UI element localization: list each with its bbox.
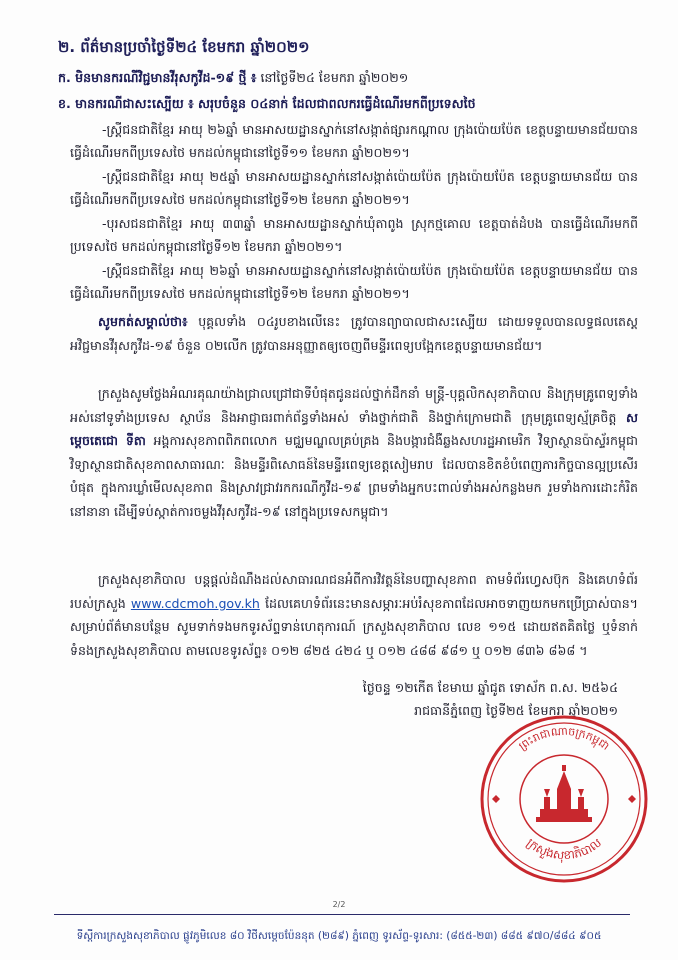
lunar-date: ថ្ងៃចន្ទ ១២កើត ខែមាឃ ឆ្នាំជូត ទោស័ក ព.ស. ២៥៦៤ (362, 680, 618, 695)
footer-address: ទីស្តីការក្រសួងសុខាភិបាល ផ្លូវភូមិលេខ ៨០ វិថីសម្ដេចប៉ែននុត (២៨៩) ភ្នំពេញ ទូរស័ព្ទ-ទូរសារ: (៨៥៥-២៣) ៨៨៥ ៩៧០/៨៨៤ ៩០៥ (76, 930, 602, 942)
footer-divider (54, 914, 630, 915)
contact-text-2: ដែលគេហទំព័រនេះមានសម្ភារៈអប់រំសុខភាពដែលអាចទាញយកមកប្រើប្រាស់បាន។ សម្រាប់ព័ត៌មានបន្ថែម សូមទាក់ទងមកទូរស័ព្ទទាន់ហេតុការណ៍ ក្រសួងសុខាភិបាល លេខ ១១៥ ដោយឥតគិតថ្លៃ ឬទំនាក់ទំនងក្រសួងសុខាភិបាល តាមលេខទូរស័ព្ទ៖ ០១២ ៨២៥ ៤២៤ ឬ ០១២ ៤៨៨ ៩៨១ ឬ ០១២ ៨៣៦ ៨៦៨ ។ (70, 595, 638, 658)
thanks-text-1: ក្រសួងសូមថ្លែងអំណរគុណយ៉ាងជ្រាលជ្រៅជាទីបំផុតជូនដល់ថ្នាក់ដឹកនាំ មន្ត្រី-បុគ្គលិកសុខាភិបាល និងក្រុមគ្រូពេទ្យទាំងអស់នៅទូទាំងប្រទេស ស្ថាប័ន និងអាជ្ញាធរពាក់ព័ន្ធទាំងអស់ ទាំងថ្នាក់ជាតិ និងថ្នាក់ក្រោមជាតិ ក្រុមគ្រូពេទ្យស្ម័គ្រចិត្ត (70, 386, 638, 425)
note-text: បុគ្គលទាំង ០៤រូបខាងលើនេះ ត្រូវបានព្យាបាលជាសះស្បើយ ដោយទទួលបានលទ្ធផលតេស្ត អវិជ្ជមានវីរុសកូវីដ-១៩ ចំនួន ០២លើក ត្រូវបានអនុញ្ញាតឲ្យចេញពីមន្ទីរពេទ្យបង្អែកខេត្តបន្ទាយមានជ័យ។ (70, 314, 638, 353)
contact-text-1: ក្រសួងសុខាភិបាល បន្តផ្ដល់ដំណឹងដល់សាធារណជនអំពីការវិវត្តន៍នៃបញ្ហាសុខភាព តាមទំព័រហ្វេសប៊ុក និងគេហទំព័ររបស់ក្រសួង (70, 572, 638, 611)
ministry-seal (478, 713, 650, 885)
page-number: 2/2 (332, 900, 346, 909)
case-text: -បុរសជនជាតិខ្មែរ អាយុ ៣៣ឆ្នាំ មានអាសយដ្ឋានស្នាក់ឃុំតាពូង ស្រុកថ្មគោល ខេត្តបាត់ដំបង បានធ្វើដំណើរមកពីប្រទេសថៃ មកដល់កម្ពុជានៅថ្ងៃទី១២ ខែមករា ឆ្នាំ២០២១។ (70, 216, 638, 254)
case-text: -ស្ត្រីជនជាតិខ្មែរ អាយុ ២៥ឆ្នាំ មានអាសយដ្ឋានស្នាក់នៅសង្កាត់ប៉ោយប៉ែត ក្រុងប៉ោយប៉ែត ខេត្តបន្ទាយមានជ័យ បានធ្វើដំណើរមកពីប្រទេសថៃ មកដល់កម្ពុជានៅថ្ងៃទី១២ ខែមករា ឆ្នាំ២០២១។ (70, 169, 638, 207)
case-item-1 (70, 118, 638, 164)
thanks-text-2: អង្គការសុខភាពពិភពលោក មជ្ឈមណ្ឌលគ្រប់គ្រង និងបង្ការជំងឺឆ្លងសហរដ្ឋអាមេរិក វិទ្យាស្ថានប៉ាស្ទ័រកម្ពុជា វិទ្យាស្ថានជាតិសុខភាពសាធារណៈ និងមន្ទីរពិសោធន៍នៃមន្ទីរពេទ្យខេត្តសៀមរាប ដែលបានខិតខំបំពេញភារកិច្ចបានល្អប្រសើរបំផុត ក្នុងការឃ្លាំមើលសុខភាព និងស្រាវជ្រាវរកករណីកូវីដ-១៩ ព្រមទាំងអ្នកបះពាល់ទាំងអស់កន្លងមក រួមទាំងការដោះកំរិតនៅនានា ដើម្បីទប់ស្កាត់ការចម្លងវីរុសកូវីដ-១៩ នៅក្នុងប្រទេសកម្ពុជា។ (70, 433, 638, 519)
section-a-text: នៅថ្ងៃទី២៤ ខែមករា ឆ្នាំ២០២១ (260, 70, 409, 85)
section-heading: ២. ព័ត៌មានប្រចាំថ្ងៃទី២៤ ខែមករា ឆ្នាំ២០២១ (58, 38, 310, 56)
case-text: -ស្ត្រីជនជាតិខ្មែរ អាយុ ២៦ឆ្នាំ មានអាសយដ្ឋានស្នាក់នៅសង្កាត់ប៉ោយប៉ែត ក្រុងប៉ោយប៉ែត ខេត្តបន្ទាយមានជ័យ បានធ្វើដំណើរមកពីប្រទេសថៃ មកដល់កម្ពុជានៅថ្ងៃទី១២ ខែមករា ឆ្នាំ២០២១។ (70, 263, 638, 301)
section-a-label: ក. មិនមានករណីវិជ្ជមានវីរុសកូវីដ-១៩ ថ្មី ៖ (58, 70, 257, 85)
case-item-3 (70, 212, 638, 258)
note-paragraph (70, 310, 638, 357)
section-b-label: ខ. មានករណីជាសះស្បើយ ៖ សរុបចំនួន ០៤នាក់ ដែលជាពលករធ្វើដំណើរមកពីប្រទេសថៃ (58, 96, 476, 111)
contact-paragraph (70, 568, 638, 662)
case-text: -ស្ត្រីជនជាតិខ្មែរ អាយុ ២៦ឆ្នាំ មានអាសយដ្ឋានស្នាក់នៅសង្កាត់ផ្សារកណ្ដាល ក្រុងប៉ោយប៉ែត ខេត្តបន្ទាយមានជ័យបានធ្វើដំណើរមកពីប្រទេសថៃ មកដល់កម្ពុជានៅថ្ងៃទី១១ ខែមករា ឆ្នាំ២០២១។ (70, 122, 638, 160)
seal-top-text: ព្រះរាជាណាចក្រកម្ពុជា (516, 724, 612, 753)
note-label: សូមកត់សម្គាល់ថា៖ (98, 314, 188, 329)
thanks-paragraph (70, 382, 638, 523)
case-item-2 (70, 165, 638, 211)
case-item-4 (70, 259, 638, 305)
website-link[interactable]: www.cdcmoh.gov.kh (130, 595, 260, 611)
thanks-highlight: សម្តេចតេជោ ទីតា (70, 409, 638, 448)
place-date: រាជធានីភ្នំពេញ ថ្ងៃទី២៥ ខែមករា ឆ្នាំ២០២១ (414, 703, 618, 718)
seal-bottom-text: ក្រសួងសុខាភិបាល (523, 835, 605, 863)
seal-temple-icon (536, 765, 592, 822)
section-a-row (58, 68, 408, 88)
